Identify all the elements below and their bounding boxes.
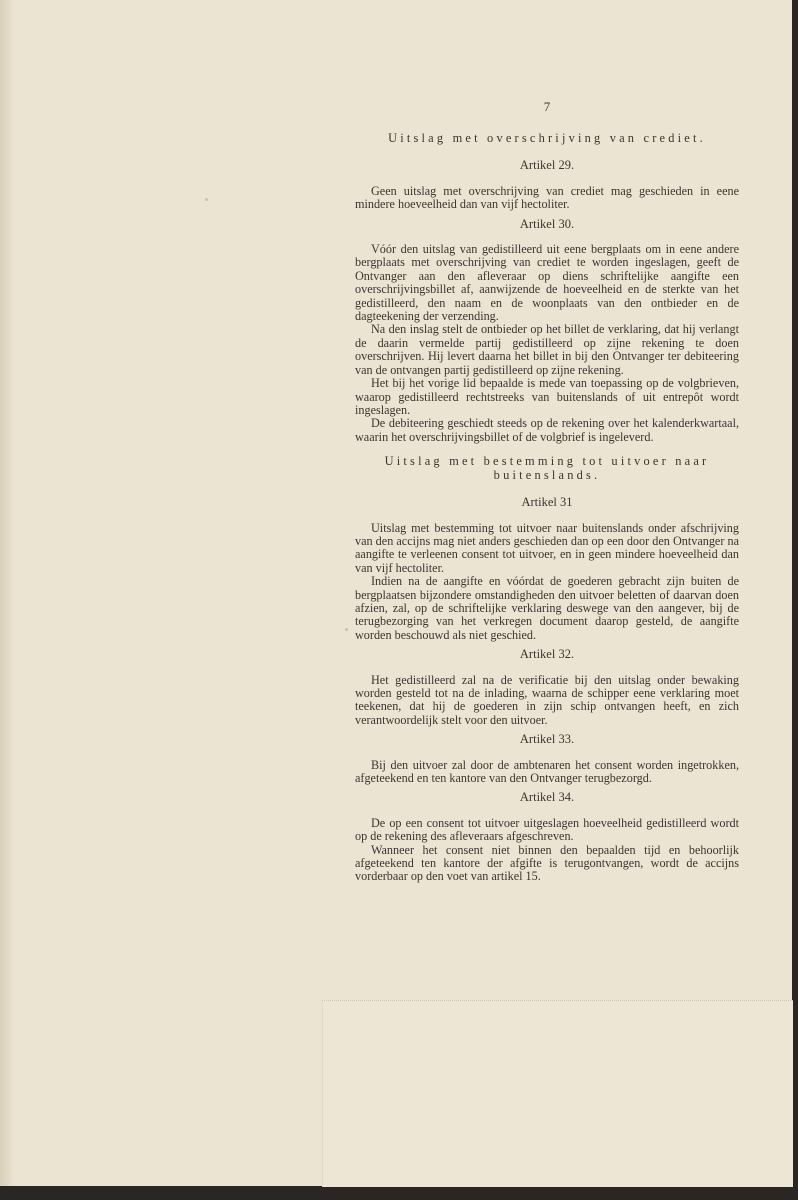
page-gutter	[0, 0, 14, 1186]
article-34-paragraph-1: De op een consent tot uitvoer uitgeslagen hoeveelheid gedistilleerd wordt op de rekening des afleveraars afgeschreven.	[355, 815, 739, 844]
article-30-paragraph-3: Het bij het vorige lid bepaalde is mede van toepassing op de volgbrieven, waarop gedistilleerd rechtstreeks van buitenslands of uit entrepôt wordt ingeslagen.	[355, 376, 739, 417]
article-31-paragraph-1: Uitslag met bestemming tot uitvoer naar buitenslands onder afschrijving van den accijns mag niet anders geschieden dan op een door den Ontvanger na aangifte te verleenen consent tot uitvoer, en in geen mindere hoeveelheid dan van vijf hectoliter.	[355, 520, 739, 575]
article-30-title: Artikel 30.	[519, 216, 575, 231]
article-33-title: Artikel 33.	[519, 732, 575, 747]
article-31-paragraph-2: Indien na de aangifte en vóórdat de goederen gebracht zijn buiten de bergplaatsen bijzondere omstandigheden den uitvoer beletten of daarvan doen afzien, zal, op de schriftelijke verklaring deswege van den aangever, bij de terugbezorging van het verkregen document daarop gesteld, de aangifte worden beschouwd als niet geschied.	[355, 574, 739, 642]
section-heading-export: Uitslag met bestemming tot uitvoer naar buitenslands.	[384, 454, 710, 483]
article-32-title: Artikel 32.	[519, 647, 575, 662]
article-29-paragraph: Geen uitslag met overschrijving van crediet mag geschieden in eene mindere hoeveelheid dan van vijf hectoliter.	[355, 183, 739, 212]
page-content	[355, 100, 739, 884]
article-29-title: Artikel 29.	[519, 158, 575, 173]
blank-paper-area	[322, 1000, 793, 1187]
article-34-paragraph-2: Wanneer het consent niet binnen den bepaalden tijd en behoorlijk afgeteekend ten kantore der afgifte is terugontvangen, wordt de accijns vorderbaar op den voet van artikel 15.	[355, 842, 739, 884]
article-33-paragraph: Bij den uitvoer zal door de ambtenaren het consent worden ingetrokken, afgeteekend en ten kantore van den Ontvanger terugbezorgd.	[355, 757, 739, 786]
section-heading-credit-transfer: Uitslag met overschrijving van crediet.	[388, 131, 706, 146]
paper-speck	[345, 628, 348, 631]
article-30-paragraph-2: Na den inslag stelt de ontbieder op het billet de verklaring, dat hij verlangt de daarin vermelde partij gedistilleerd op zijne rekening te doen overschrijven. Hij levert daarna het billet in bij den Ontvanger ter debiteering van de ontvangen partij gedistilleerd op zijne rekening.	[355, 322, 739, 377]
article-30-paragraph-1: Vóór den uitslag van gedistilleerd uit eene bergplaats om in eene andere bergplaats met overschrijving van crediet te worden ingeslagen, geeft de Ontvanger aan den afleveraar op diens schriftelijke aangifte een overschrijvingsbillet af, aanwijzende de hoeveelheid en de sterkte van het gedistilleerd, den naam en de woonplaats van den ontbieder en de dagteekening der verzending.	[355, 242, 739, 324]
article-32-paragraph: Het gedistilleerd zal na de verificatie bij den uitslag onder bewaking worden gesteld tot na de inlading, waarna de schipper eene verklaring moet teekenen, dat hij de goederen in zijn schip ontvangen heeft, en zich verantwoordelijk stelt voor den uitvoer.	[355, 672, 739, 727]
page-number: 7	[543, 99, 551, 114]
article-31-title: Artikel 31	[521, 495, 573, 510]
article-34-title: Artikel 34.	[519, 790, 575, 805]
paper-speck	[205, 198, 208, 201]
article-30-paragraph-4: De debiteering geschiedt steeds op de rekening over het kalenderkwartaal, waarin het overschrijvingsbillet of de volgbrief is ingeleverd.	[355, 416, 739, 444]
